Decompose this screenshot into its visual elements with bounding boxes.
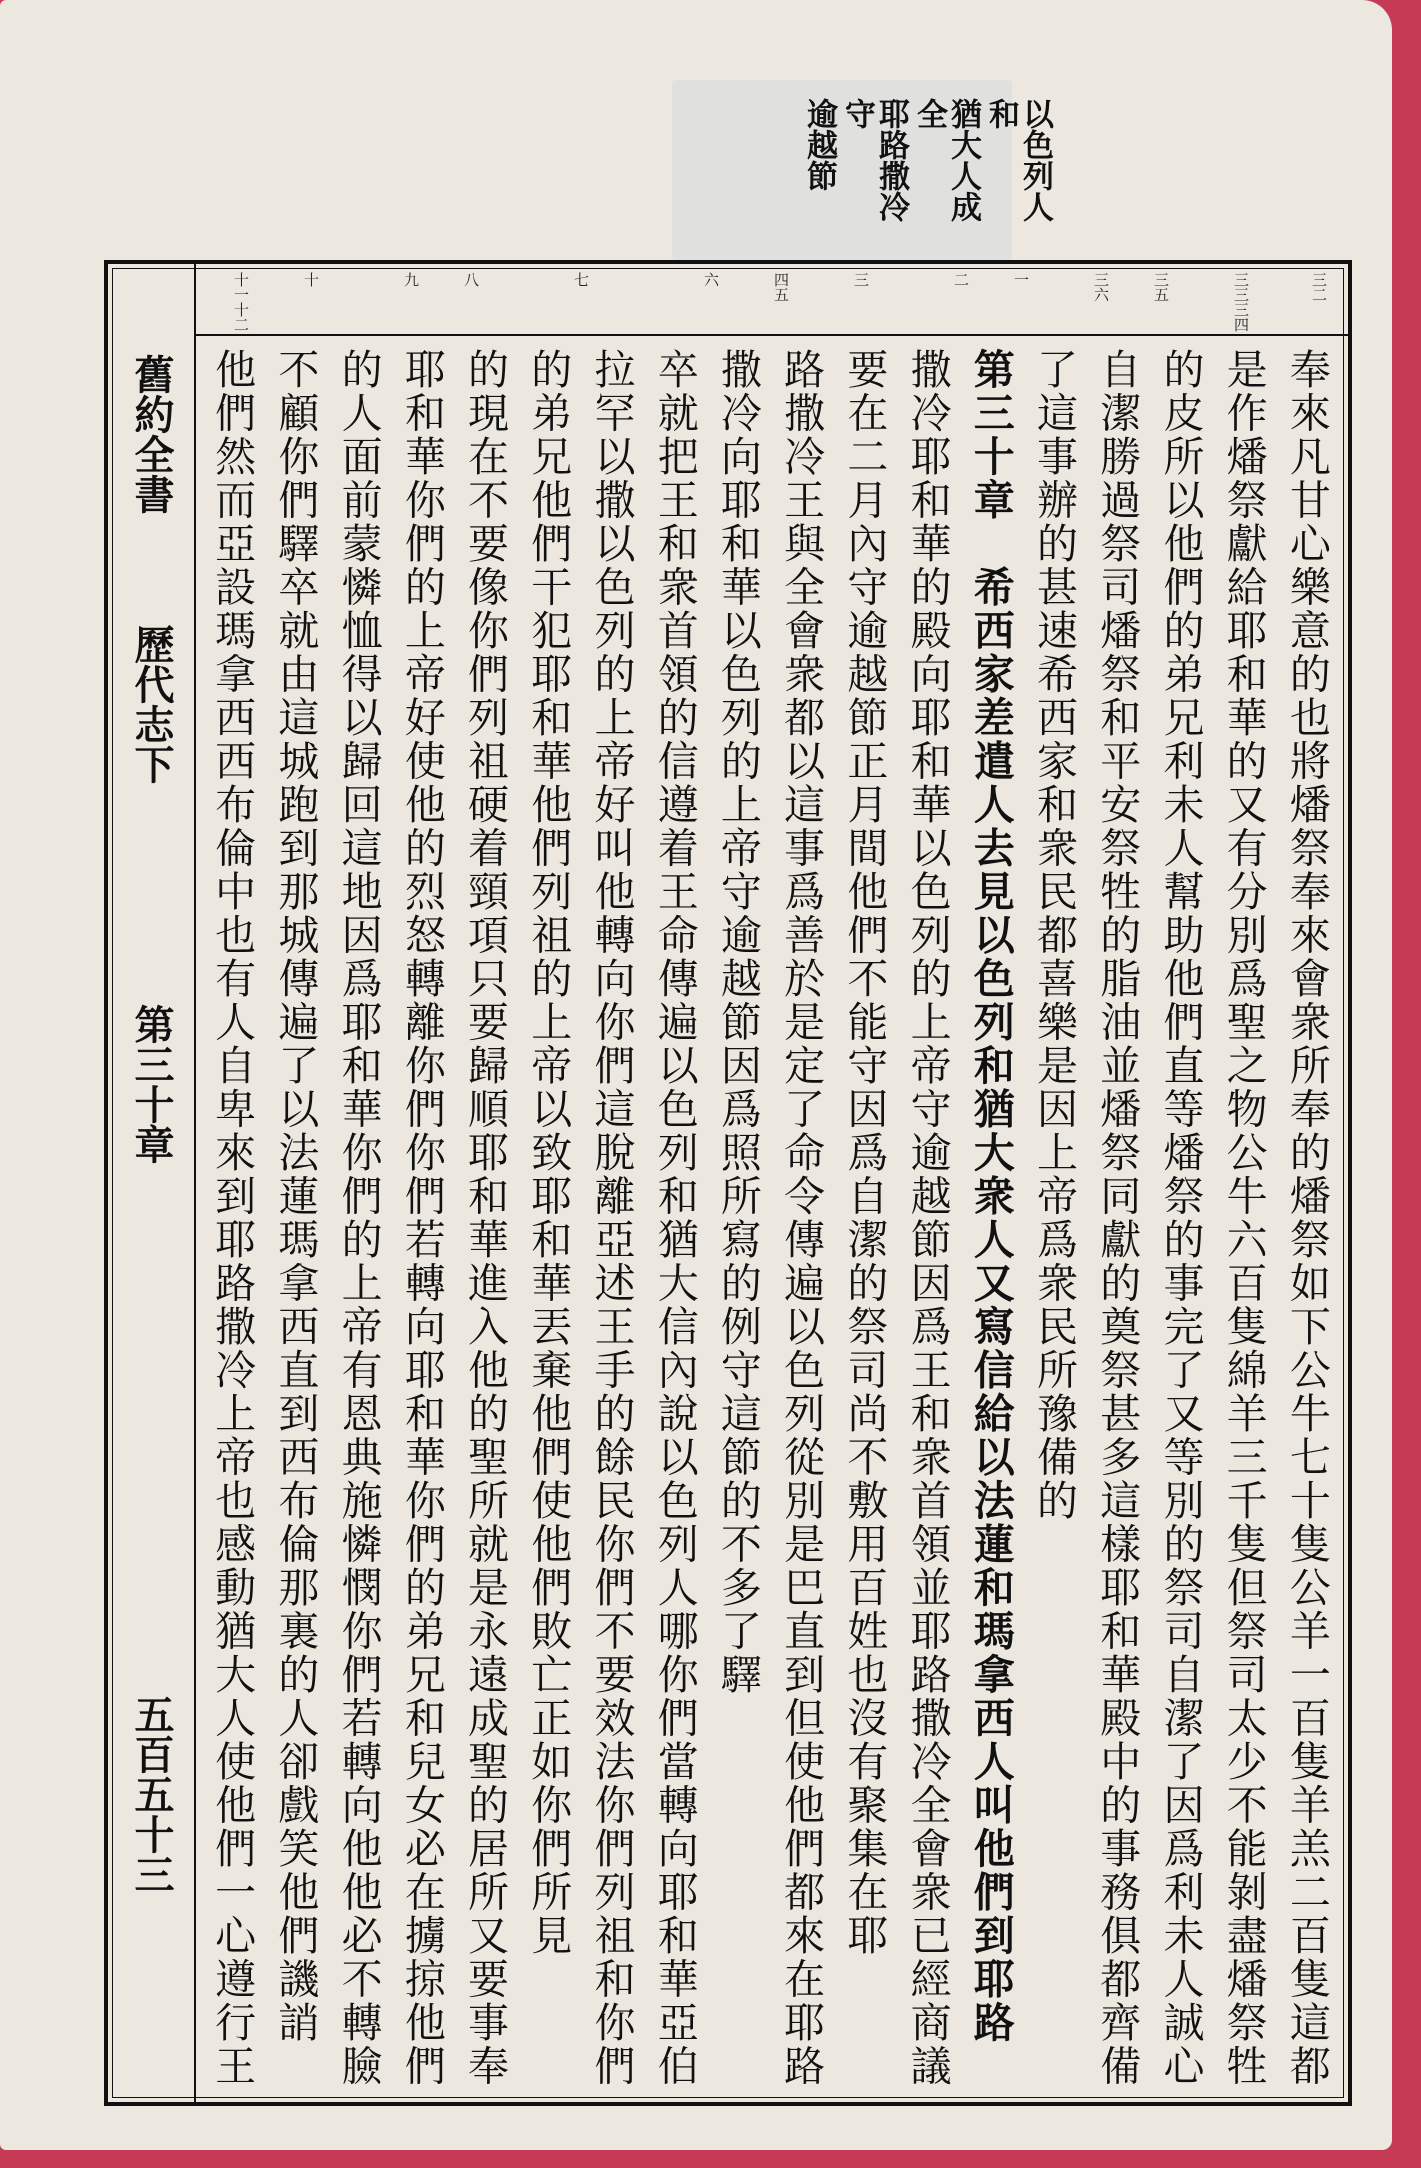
marginal-note-line: 逾越節 bbox=[801, 98, 837, 191]
text-line: 的皮所以他們的弟兄利未人幫助他們直等燔祭的事完了又等別的祭司自潔了因爲利未人誠心 bbox=[1156, 348, 1205, 2088]
text-line: 他們然而亞設瑪拿西西布倫中也有人自卑來到耶路撒冷上帝也感動猶大人使他們一心遵行王 bbox=[208, 348, 257, 2088]
text-line: 路撒冷王與全會衆都以這事爲善於是定了命令傳遍以色列從別是巴直到但使他們都來在耶路 bbox=[777, 348, 826, 2088]
verse-marker: 十 bbox=[302, 272, 320, 287]
marginal-note-line: 以色列人和 bbox=[983, 98, 1053, 222]
verse-marker: 七 bbox=[572, 272, 590, 287]
text-line: 的弟兄他們干犯耶和華他們列祖的上帝以致耶和華丟棄他們使他們敗亡正如你們所見 bbox=[524, 348, 573, 1958]
text-line: 自潔勝過祭司燔祭和平安祭牲的脂油並燔祭同獻的奠祭甚多這樣耶和華殿中的事務俱都齊備 bbox=[1093, 348, 1142, 2088]
verse-marker: 三五 bbox=[1152, 272, 1170, 302]
book-title: 舊約全書 bbox=[128, 354, 175, 514]
verse-marker: 四五 bbox=[772, 272, 790, 302]
text-line: 耶和華你們的上帝好使他的烈怒轉離你們你們若轉向耶和華你們的弟兄和兒女必在擄掠他們 bbox=[397, 348, 446, 2088]
verse-marker: 三 bbox=[852, 272, 870, 287]
verse-marker: 三三三四 bbox=[1232, 272, 1250, 332]
section-title: 歷代志下 bbox=[128, 624, 175, 784]
verse-marker: 六 bbox=[702, 272, 720, 287]
verse-marker: 十一十二 bbox=[232, 272, 250, 332]
verse-marker: 八 bbox=[462, 272, 480, 287]
body-text bbox=[200, 348, 1338, 2092]
text-line: 卒就把王和衆首領的信遵着王命傳遍以色列和猶大信內說以色列人哪你們當轉向耶和華亞伯 bbox=[650, 348, 699, 2088]
text-line: 了這事辦的甚速希西家和衆民都喜樂是因上帝爲衆民所豫備的 bbox=[1030, 348, 1079, 1523]
text-line: 奉來凡甘心樂意的也將燔祭奉來會衆所奉的燔祭如下公牛七十隻公羊一百隻羊羔二百隻這都 bbox=[1282, 348, 1331, 2088]
chapter-title: 第三十章 bbox=[128, 1004, 175, 1164]
text-line: 拉罕以撒以色列的上帝好叫他轉向你們這脫離亞述王手的餘民你們不要效法你們列祖和你們 bbox=[587, 348, 636, 2088]
verse-marker: 一 bbox=[1012, 272, 1030, 287]
verse-marker: 九 bbox=[402, 272, 420, 287]
text-line: 不顧你們驛卒就由這城跑到那城傳遍了以法蓮瑪拿西直到西布倫那裏的人卻戲笑他們譏誚 bbox=[271, 348, 320, 2045]
verse-number-band bbox=[194, 264, 1348, 336]
text-line: 要在二月內守逾越節正月間他們不能守因爲自潔的祭司尚不敷用百姓也沒有聚集在耶 bbox=[840, 348, 889, 1958]
text-line: 是作燔祭獻給耶和華的又有分別爲聖之物公牛六百隻綿羊三千隻但祭司太少不能剝盡燔祭牲 bbox=[1219, 348, 1268, 2088]
verse-marker: 三二 bbox=[1310, 272, 1328, 302]
text-line: 的現在不要像你們列祖硬着頸項只要歸順耶和華進入他的聖所就是永遠成聖的居所又要事奉 bbox=[461, 348, 510, 2088]
text-line: 撒冷向耶和華以色列的上帝守逾越節因爲照所寫的例守這節的不多了驛 bbox=[713, 348, 762, 1697]
running-head bbox=[108, 264, 196, 2102]
verse-marker: 二 bbox=[952, 272, 970, 287]
page-number: 五百五十三 bbox=[128, 1694, 175, 1894]
text-line: 的人面前蒙憐恤得以歸回這地因爲耶和華你們的上帝有恩典施憐憫你們若轉向他他必不轉臉 bbox=[334, 348, 383, 2088]
marginal-note-line: 耶路撒冷守 bbox=[839, 98, 909, 222]
marginal-notes bbox=[802, 98, 1052, 248]
chapter-heading-line: 第三十章 希西家差遣人去見以色列和猶大衆人又寫信給以法蓮和瑪拿西人叫他們到耶路 bbox=[966, 348, 1015, 2045]
verse-marker: 三六 bbox=[1092, 272, 1110, 302]
text-line: 撒冷耶和華的殿向耶和華以色列的上帝守逾越節因爲王和衆首領並耶路撒冷全會衆已經商議 bbox=[903, 348, 952, 2088]
marginal-note-line: 猶大人成全 bbox=[911, 98, 981, 222]
text-frame bbox=[104, 260, 1352, 2106]
